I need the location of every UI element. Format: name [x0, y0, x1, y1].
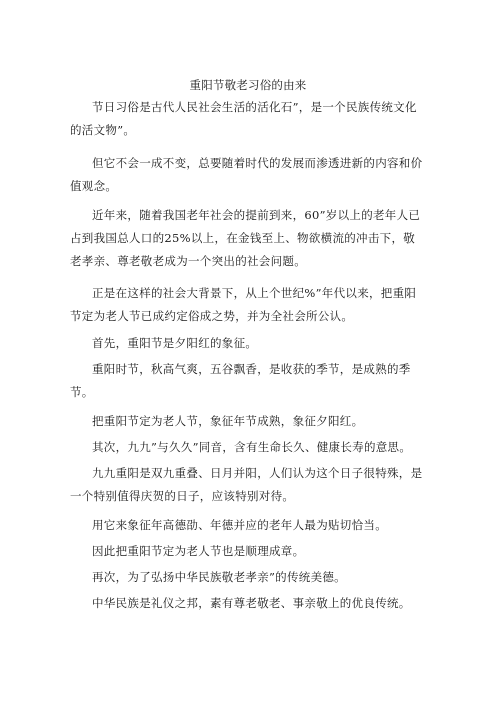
- document-title: 重阳节敬老习俗的由来: [189, 78, 307, 92]
- paragraph-12: 再次，为了弘扬中华民族敬老孝亲”的传统美德。: [92, 570, 346, 584]
- paragraph-1: 节日习俗是古代人民社会生活的活化石”，是一个民族传统文化的活文物”。: [70, 100, 417, 137]
- paragraph-10: 用它来象征年高德劭、年德并应的老年人最为贴切恰当。: [92, 518, 387, 532]
- paragraph-8: 其次，九九”与久久”同音，含有生命长久、健康长寿的意思。: [92, 440, 412, 454]
- paragraph-3: 近年来，随着我国老年社会的提前到来，60”岁以上的老年人已占到我国总人口的25%以上，在金钱至上、物欲横流的冲击下，敬老孝亲、尊老敬老成为一个突出的社会问题。: [70, 208, 421, 268]
- paragraph-11: 因此把重阳节定为老人节也是顺理成章。: [92, 544, 305, 558]
- paragraph-5: 首先，重阳节是夕阳红的象征。: [92, 336, 258, 350]
- paragraph-6: 重阳时节，秋高气爽，五谷飘香，是收获的季节，是成熟的季节。: [70, 362, 411, 399]
- paragraph-2: 但它不会一成不变，总要随着时代的发展而渗透进新的内容和价值观念。: [70, 156, 423, 193]
- paragraph-4: 正是在这样的社会大背景下，从上个世纪%”年代以来，把重阳节定为老人节已成约定俗成之势，并为全社会所公认。: [70, 286, 417, 323]
- paragraph-13: 中华民族是礼仪之邦，素有尊老敬老、事亲敬上的优良传统。: [92, 596, 411, 610]
- paragraph-9: 九九重阳是双九重叠、日月并阳，人们认为这个日子很特殊，是一个特别值得庆贺的日子，应该特别对待。: [70, 466, 423, 503]
- paragraph-7: 把重阳节定为老人节，象征年节成熟，象征夕阳红。: [92, 414, 364, 428]
